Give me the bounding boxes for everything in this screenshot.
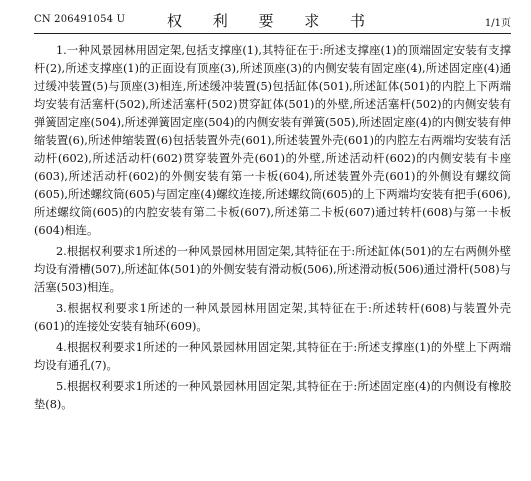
- document-number: CN 206491054 U: [34, 14, 126, 25]
- page-number: 1/1页: [484, 18, 511, 29]
- header-divider: [34, 33, 511, 34]
- claim-5: 5.根据权利要求1所述的一种风景园林用固定架,其特征在于:所述固定座(4)的内侧设有橡胶垫(8)。: [34, 380, 511, 411]
- claim-4: 4.根据权利要求1所述的一种风景园林用固定架,其特征在于:所述支撑座(1)的外壁上下两端均设有通孔(7)。: [34, 341, 511, 372]
- claim-2: 2.根据权利要求1所述的一种风景园林用固定架,其特征在于:所述缸体(501)的左右两侧外壁均设有滑槽(507),所述缸体(501)的外侧安装有滑动板(506),所述滑动板(506)通过滑杆(508)与活塞(503)相连。: [34, 245, 511, 294]
- claim-1: 1.一种风景园林用固定架,包括支撑座(1),其特征在于:所述支撑座(1)的顶端固定安装有支撑杆(2),所述支撑座(1)的正面设有顶座(3),所述顶座(3)的内侧安装有固定座(4),所述固定座(4)通过缓冲装置(5)与顶座(3)相连,所述缓冲装置(5)包括缸体(501),所述缸体(501)的内腔上下两端均安装有活塞杆(502),所述活塞杆(502)贯穿缸体(501)的外壁,所述活塞杆(502)的内侧安装有弹簧固定座(504),所述弹簧固定座(504)的内侧安装有弹簧(505),所述固定座(4)的内侧安装有伸缩装置(6),所述伸缩装置(6)包括装置外壳(601),所述装置外壳(601)的内腔左右两端均安装有活动杆(602),所述活动杆(602)贯穿装置外壳(601)的外壁,所述活动杆(602)的内侧安装有卡座(603),所述活动杆(602)的外侧安装有第一卡板(604),所述装置外壳(601)的外侧设有螺纹筒(605),所述螺纹筒(605)与固定座(4)螺纹连接,所述螺纹筒(605)的上下两端均安装有把手(606),所述螺纹筒(605)的内腔安装有第二卡板(607),所述第二卡板(607)通过转杆(608)与第一卡板(604)相连。: [34, 44, 511, 237]
- page-header: [34, 10, 511, 30]
- page-title: 权 利 要 求 书: [166, 12, 379, 30]
- claim-3: 3.根据权利要求1所述的一种风景园林用固定架,其特征在于:所述转杆(608)与装置外壳(601)的连接处安装有轴环(609)。: [34, 302, 511, 333]
- claims-body: [34, 42, 511, 417]
